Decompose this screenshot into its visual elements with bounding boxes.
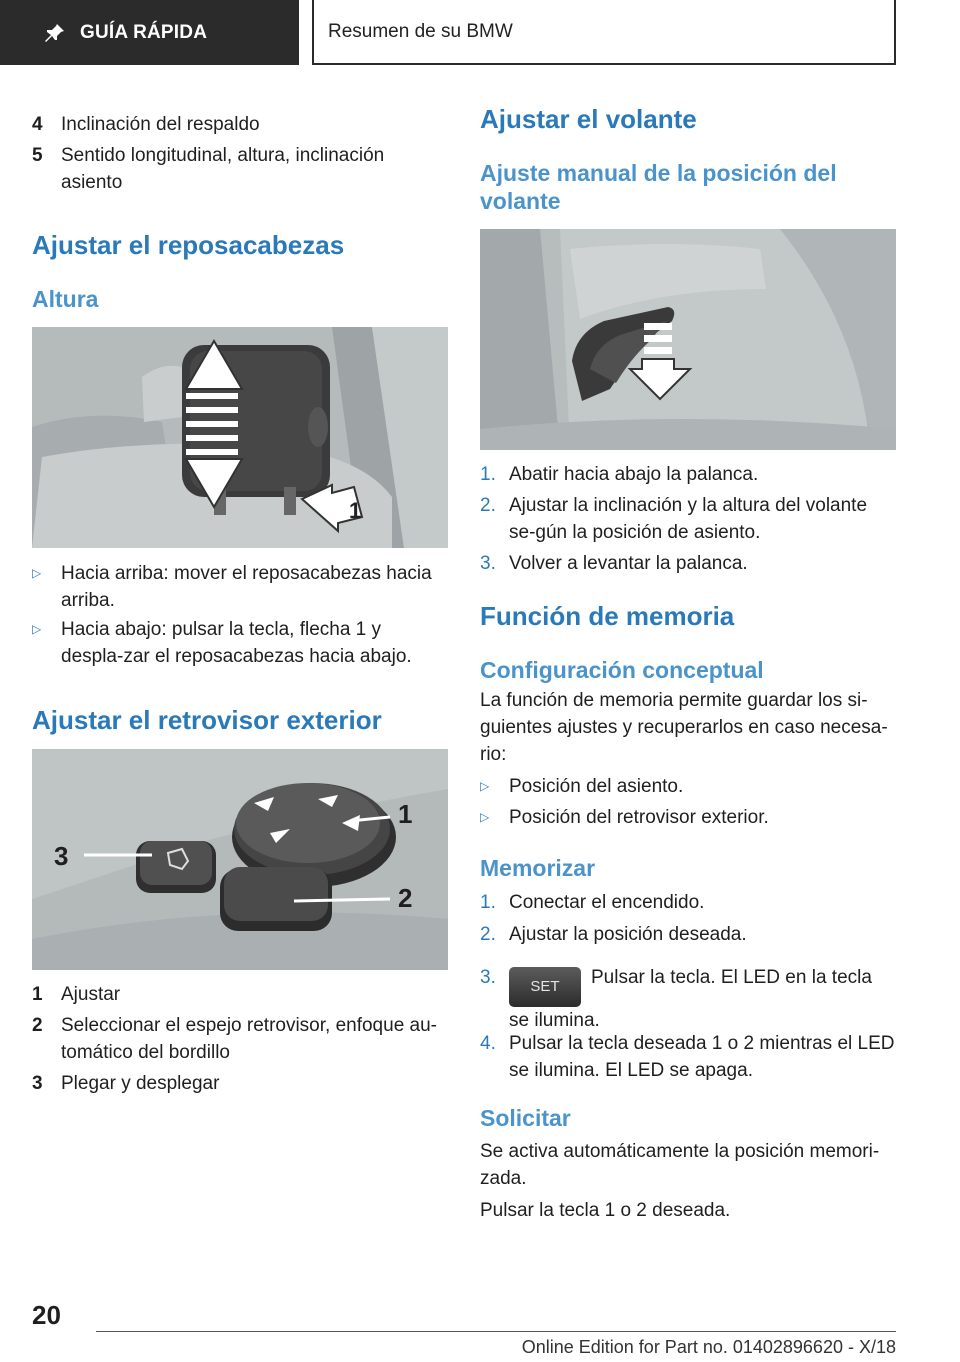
list-item: 1 Ajustar [32, 984, 121, 1005]
section-title-steering: Ajustar el volante [480, 104, 697, 134]
mirror-control-figure [32, 749, 448, 970]
list-item: ▷ Posición del asiento. [480, 773, 896, 800]
figure-callout: 1 [398, 799, 413, 829]
subsection-title-memorize: Memorizar [480, 855, 596, 881]
subsection-title-recall: Solicitar [480, 1105, 571, 1131]
section-title-mirror: Ajustar el retrovisor exterior [32, 705, 382, 735]
concept-paragraph: La función de memoria permite guardar los si‐guientes ajustes y recuperarlos en caso necesa‐rio: [480, 690, 888, 765]
list-item: 1. Abatir hacia abajo la palanca. [480, 464, 759, 485]
section-title-headrest: Ajustar el reposacabezas [32, 230, 345, 260]
figure-callout: 2 [398, 883, 413, 913]
recall-instruction: Pulsar la tecla 1 o 2 deseada. [480, 1200, 731, 1221]
page-number: 20 [32, 1300, 61, 1330]
list-item: 3. SET Pulsar la tecla. El LED en la tecla se ilumina. [480, 967, 872, 1031]
pushpin-icon [44, 22, 66, 44]
subsection-title-height: Altura [32, 286, 99, 312]
list-item: 3 Plegar y desplegar [32, 1073, 220, 1094]
breadcrumb [312, 0, 896, 65]
headrest-figure [32, 327, 448, 548]
recall-paragraph: Se activa automáticamente la posición memori‐zada. [480, 1141, 880, 1189]
subsection-title-manual: Ajuste manual de la posición del volante [480, 160, 837, 214]
figure-callout: 1 [349, 498, 362, 523]
section-tab[interactable] [0, 0, 299, 65]
footer-divider [96, 1331, 896, 1332]
triangle-bullet-icon: ▷ [480, 810, 490, 824]
list-item: 2. Ajustar la inclinación y la altura del volante se‐gún la posición de asiento. [480, 495, 868, 543]
triangle-bullet-icon: ▷ [32, 622, 42, 636]
breadcrumb-label: Resumen de su BMW [328, 20, 513, 42]
list-item: ▷ Posición del retrovisor exterior. [480, 804, 896, 831]
list-item: 4 Inclinación del respaldo [32, 114, 260, 135]
list-item: 1. Conectar el encendido. [480, 892, 705, 913]
list-item: 2. Ajustar la posición deseada. [480, 924, 747, 945]
list-item: 5 Sentido longitudinal, altura, inclinación asiento [32, 145, 385, 193]
section-tab-label: GUÍA RÁPIDA [80, 21, 208, 43]
triangle-bullet-icon: ▷ [480, 779, 490, 793]
list-item: ▷ Hacia abajo: pulsar la tecla, flecha 1 y despla‐zar el reposacabezas hacia abajo. [32, 616, 448, 670]
set-button[interactable]: SET [509, 967, 581, 1007]
subsection-title-concept: Configuración conceptual [480, 657, 764, 683]
list-item: 2 Seleccionar el espejo retrovisor, enfoque au‐tomático del bordillo [32, 1015, 438, 1063]
figure-callout: 3 [54, 841, 69, 871]
steering-lever-figure [480, 229, 896, 450]
list-item: ▷ Hacia arriba: mover el reposacabezas hacia arriba. [32, 560, 448, 614]
triangle-bullet-icon: ▷ [32, 566, 42, 580]
section-title-memory: Función de memoria [480, 601, 735, 631]
edition-note: Online Edition for Part no. 01402896620 - X/18 [521, 1337, 896, 1357]
list-item: 3. Volver a levantar la palanca. [480, 553, 748, 574]
list-item: 4. Pulsar la tecla deseada 1 o 2 mientras el LED se ilumina. El LED se apaga. [480, 1033, 895, 1081]
